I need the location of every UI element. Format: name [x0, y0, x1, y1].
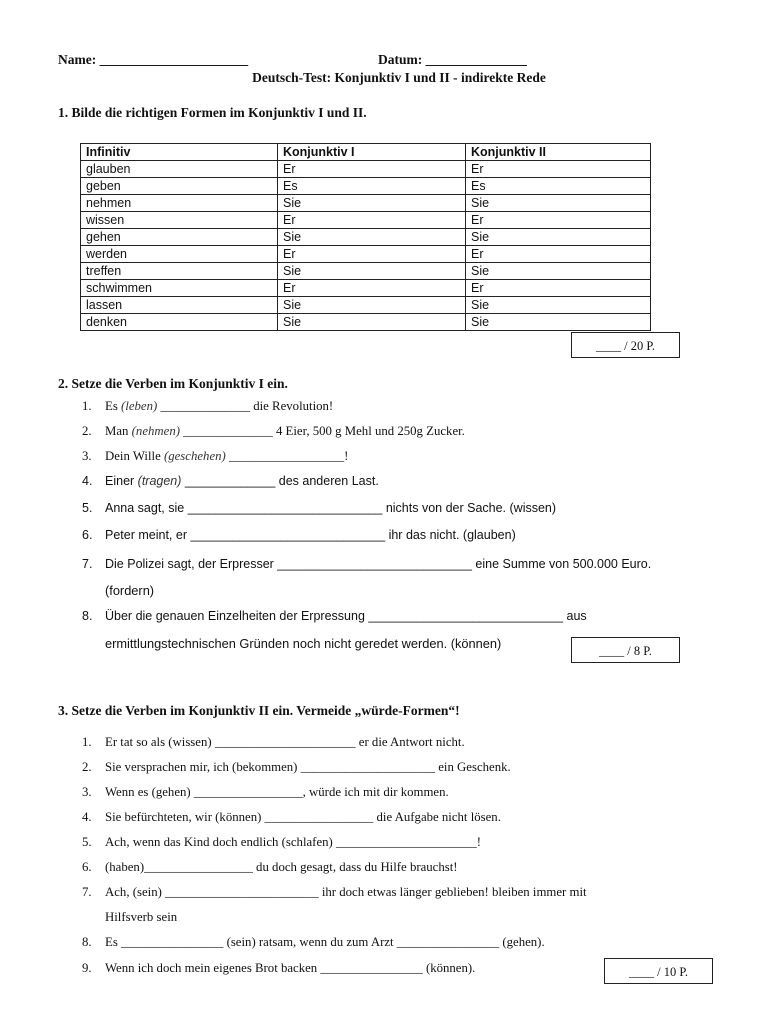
exercise-item: [82, 528, 516, 542]
cell-infinitiv: wissen: [81, 212, 278, 229]
item-number: 8.: [82, 609, 93, 623]
exercise-item: [82, 424, 465, 439]
item-text-blank[interactable]: __________________!: [225, 449, 349, 463]
cell-infinitiv: denken: [81, 314, 278, 331]
item-continuation: (fordern): [105, 583, 155, 598]
cell-konjunktiv-2[interactable]: Sie: [466, 297, 651, 314]
item-text: Einer: [105, 474, 138, 488]
item-number: 6.: [82, 528, 93, 542]
cell-konjunktiv-1[interactable]: Er: [278, 161, 466, 178]
cell-konjunktiv-1[interactable]: Sie: [278, 229, 466, 246]
column-header-konjunktiv-2: Konjunktiv II: [466, 144, 651, 161]
item-number: 2.: [82, 424, 92, 438]
item-text: Dein Wille: [105, 449, 164, 463]
item-text-blank[interactable]: ______________ 4 Eier, 500 g Mehl und 250g Zucker.: [179, 424, 465, 438]
item-number: 5.: [82, 501, 93, 515]
cell-konjunktiv-1[interactable]: Sie: [278, 297, 466, 314]
cell-konjunktiv-1[interactable]: Sie: [278, 195, 466, 212]
item-text-blank[interactable]: Wenn ich doch mein eigenes Brot backen ________________ (können).: [105, 961, 476, 975]
table-row: [81, 161, 651, 178]
cell-infinitiv: gehen: [81, 229, 278, 246]
item-number: 2.: [82, 760, 92, 774]
exercise-item: [82, 501, 556, 515]
item-text-blank[interactable]: Anna sagt, sie ____________________________ nichts von der Sache. (wissen): [105, 501, 557, 515]
table-row: [81, 280, 651, 297]
item-text-blank[interactable]: Die Polizei sagt, der Erpresser ____________________________ eine Summe von 500.000 Euro.: [105, 557, 652, 571]
item-number: 1.: [82, 735, 92, 749]
verb-hint: (geschehen): [163, 449, 226, 463]
item-continuation: Hilfsverb sein: [105, 910, 178, 924]
cell-konjunktiv-1[interactable]: Sie: [278, 314, 466, 331]
cell-infinitiv: lassen: [81, 297, 278, 314]
table-row: [81, 314, 651, 331]
cell-infinitiv: schwimmen: [81, 280, 278, 297]
item-text: Man: [105, 424, 132, 438]
table-row: [81, 263, 651, 280]
item-number: 7.: [82, 885, 92, 899]
exercise-item: [82, 885, 587, 900]
item-text-blank[interactable]: Ach, wenn das Kind doch endlich (schlafen) ______________________!: [105, 835, 482, 849]
score-box-section-1[interactable]: ____ / 20 P.: [571, 332, 680, 358]
item-text-blank[interactable]: Ach, (sein) ________________________ ihr doch etwas länger geblieben! bleiben immer mit: [105, 885, 587, 899]
exercise-item: [82, 785, 449, 800]
exercise-item: [82, 557, 651, 571]
table-row: [81, 297, 651, 314]
score-box-section-3[interactable]: ____ / 10 P.: [604, 958, 713, 984]
cell-konjunktiv-1[interactable]: Sie: [278, 263, 466, 280]
item-text-blank[interactable]: Er tat so als (wissen) ______________________ er die Antwort nicht.: [105, 735, 465, 749]
item-text-blank[interactable]: ______________ die Revolution!: [157, 399, 334, 413]
table-row: [81, 229, 651, 246]
item-text-blank[interactable]: Wenn es (gehen) _________________, würde ich mit dir kommen.: [105, 785, 449, 799]
exercise-item: [82, 935, 545, 950]
cell-konjunktiv-1[interactable]: Er: [278, 246, 466, 263]
item-text-blank[interactable]: (haben)_________________ du doch gesagt, dass du Hilfe brauchst!: [105, 860, 458, 874]
item-number: 1.: [82, 399, 92, 413]
item-number: 9.: [82, 961, 92, 975]
cell-konjunktiv-2[interactable]: Er: [466, 246, 651, 263]
exercise-item: [82, 399, 333, 414]
cell-konjunktiv-2[interactable]: Sie: [466, 195, 651, 212]
score-box-section-2[interactable]: ____ / 8 P.: [571, 637, 680, 663]
cell-konjunktiv-2[interactable]: Er: [466, 280, 651, 297]
item-number: 8.: [82, 935, 92, 949]
cell-infinitiv: glauben: [81, 161, 278, 178]
item-text-blank[interactable]: Es ________________ (sein) ratsam, wenn du zum Arzt ________________ (gehen).: [105, 935, 545, 949]
item-number: 6.: [82, 860, 92, 874]
item-number: 3.: [82, 449, 92, 463]
item-text-blank[interactable]: _____________ des anderen Last.: [181, 474, 379, 488]
exercise-item: [82, 609, 587, 623]
item-number: 3.: [82, 785, 92, 799]
verb-hint: (nehmen): [131, 424, 180, 438]
exercise-item: [82, 961, 475, 976]
table-row: [81, 195, 651, 212]
item-number: 4.: [82, 810, 92, 824]
column-header-infinitiv: Infinitiv: [81, 144, 278, 161]
cell-infinitiv: werden: [81, 246, 278, 263]
cell-konjunktiv-2[interactable]: Es: [466, 178, 651, 195]
cell-konjunktiv-2[interactable]: Sie: [466, 263, 651, 280]
exercise-item: [82, 835, 481, 850]
table-row: [81, 178, 651, 195]
cell-infinitiv: treffen: [81, 263, 278, 280]
verb-hint: (leben): [121, 399, 158, 413]
cell-konjunktiv-1[interactable]: Es: [278, 178, 466, 195]
cell-infinitiv: nehmen: [81, 195, 278, 212]
item-text: Es: [105, 399, 121, 413]
exercise-item: [82, 735, 465, 750]
section-1-title: 1. Bilde die richtigen Formen im Konjunktiv I und II.: [58, 105, 367, 120]
cell-konjunktiv-1[interactable]: Er: [278, 280, 466, 297]
item-text-blank[interactable]: Peter meint, er ____________________________ ihr das nicht. (glauben): [105, 528, 516, 542]
verb-hint: (tragen): [137, 474, 182, 488]
item-text-blank[interactable]: Über die genauen Einzelheiten der Erpressung ____________________________ aus: [105, 609, 587, 623]
item-text-blank[interactable]: Sie befürchteten, wir (können) _________________ die Aufgabe nicht lösen.: [105, 810, 501, 824]
section-3-title: 3. Setze die Verben im Konjunktiv II ein. Vermeide „würde-Formen“!: [58, 703, 460, 718]
cell-konjunktiv-2[interactable]: Er: [466, 212, 651, 229]
cell-infinitiv: geben: [81, 178, 278, 195]
conjugation-table: [80, 143, 651, 331]
table-header-row: [81, 144, 651, 161]
column-header-konjunktiv-1: Konjunktiv I: [278, 144, 466, 161]
cell-konjunktiv-2[interactable]: Sie: [466, 229, 651, 246]
date-field-label: Datum: _______________: [378, 52, 527, 67]
page-title: Deutsch-Test: Konjunktiv I und II - indirekte Rede: [252, 70, 546, 85]
cell-konjunktiv-1[interactable]: Er: [278, 212, 466, 229]
item-number: 4.: [82, 474, 93, 488]
exercise-item: [82, 860, 458, 875]
exercise-item: [82, 449, 348, 464]
item-text-blank[interactable]: Sie versprachen mir, ich (bekommen) _____________________ ein Geschenk.: [105, 760, 511, 774]
item-number: 7.: [82, 557, 93, 571]
table-row: [81, 212, 651, 229]
exercise-item: [82, 760, 511, 775]
item-continuation: ermittlungstechnischen Gründen noch nicht geredet werden. (können): [105, 636, 502, 651]
section-2-title: 2. Setze die Verben im Konjunktiv I ein.: [58, 376, 288, 391]
cell-konjunktiv-2[interactable]: Sie: [466, 314, 651, 331]
exercise-item: [82, 810, 501, 825]
cell-konjunktiv-2[interactable]: Er: [466, 161, 651, 178]
table-row: [81, 246, 651, 263]
item-number: 5.: [82, 835, 92, 849]
name-field-label: Name: ______________________: [58, 52, 249, 67]
exercise-item: [82, 474, 379, 488]
